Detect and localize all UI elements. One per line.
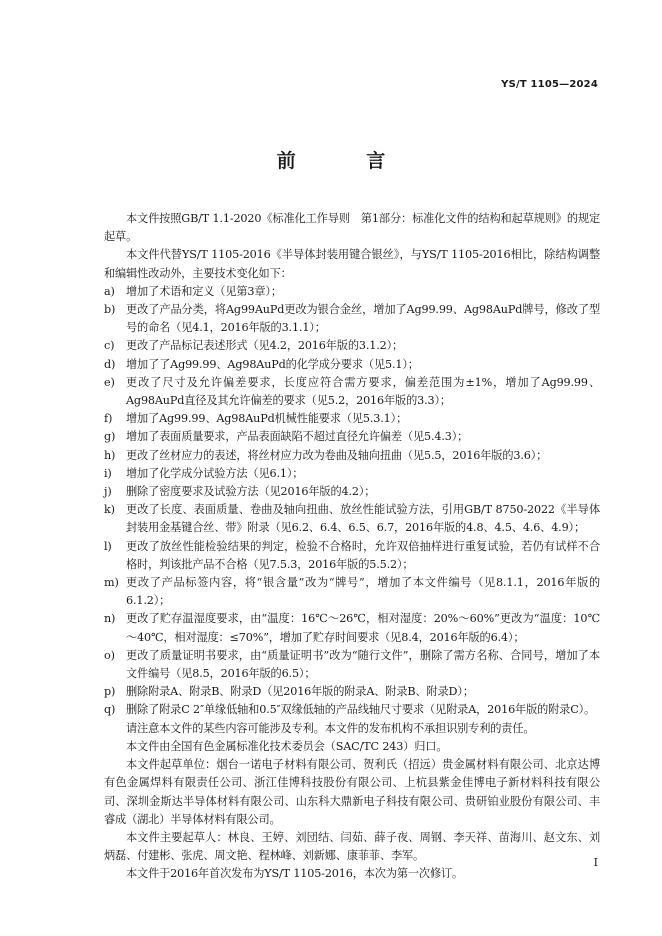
list-item-label: q) (104, 703, 116, 717)
paragraph-patent-notice: 请注意本文件的某些内容可能涉及专利。本文件的发布机构不承担识别专利的责任。 (126, 721, 535, 735)
list-item-label: c) (104, 339, 115, 353)
list-item-label: e) (104, 375, 115, 389)
list-item-label: f) (104, 412, 113, 426)
paragraph-drafting-rules: 本文件按照GB/T 1.1-2020《标准化工作导则 第1部分：标准化文件的结构和起草规则》的规定起草。 (104, 212, 600, 244)
list-item-text: 增加了化学成分试验方法（见6.1）； (126, 466, 304, 480)
list-item-text: 增加了表面质量要求，产品表面缺陷不超过直径允许偏差（见5.4.3）； (126, 430, 469, 444)
list-item-text: 更改了长度、表面质量、卷曲及轴向扭曲、放丝性能试验方法，引用GB/T 8750-2022《半导体封装用金基键合丝、带》附录（见6.2、6.4、6.5、6.7，2016年版的4.8、4.5、4.6、4.9）； (126, 503, 600, 535)
list-item (104, 501, 600, 537)
list-item (104, 483, 600, 501)
list-item-label: a) (104, 284, 115, 298)
list-item (104, 610, 600, 646)
list-item (104, 301, 600, 337)
paragraph-replacement: 本文件代替YS/T 1105-2016《半导体封装用键合银丝》，与YS/T 1105-2016相比，除结构调整和编辑性改动外，主要技术变化如下： (104, 248, 600, 280)
list-item (104, 374, 600, 410)
list-item-text: 更改了贮存温湿度要求，由“温度：16℃～26℃，相对湿度：20%～60%”更改为“温度：10℃～40℃，相对湿度：≤70%”，增加了贮存时间要求（见8.4，2016年版的6.4）； (126, 612, 600, 644)
list-item-text: 更改了放丝性能检验结果的判定，检验不合格时，允许双倍抽样进行重复试验，若仍有试样不合格时，判该批产品不合格（见7.5.3，2016年版的5.5.2）； (126, 539, 600, 571)
list-item (104, 447, 600, 465)
list-item-label: k) (104, 503, 115, 517)
paragraph-committee: 本文件由全国有色金属标准化技术委员会（SAC/TC 243）归口。 (126, 739, 448, 753)
list-item-label: o) (104, 648, 115, 662)
paragraph-history: 本文件于2016年首次发布为YS/T 1105-2016，本次为第一次修订。 (126, 867, 464, 881)
paragraph-drafting-units: 本文件起草单位：烟台一诺电子材料有限公司、贺利氏（招远）贵金属材料有限公司、北京达博有色金属焊料有限责任公司、浙江佳博科技股份有限公司、上杭县紫金佳博电子新材料科技有限公司、深圳金斯达半导体材料有限公司、山东科大鼎新电子科技有限公司、贵研铂业股份有限公司、丰睿成（湖北）半导体材料有限公司。 (104, 758, 600, 826)
list-item-label: b) (104, 303, 116, 317)
list-item-text: 增加了术语和定义（见第3章）； (126, 284, 282, 298)
list-item-text: 更改了产品标记表述形式（见4.2，2016年版的3.1.2）； (126, 339, 404, 353)
list-item-text: 更改了丝材应力的表述，将丝材应力改为卷曲及轴向扭曲（见5.5，2016年版的3.6）； (126, 448, 548, 462)
list-item-label: h) (104, 448, 116, 462)
list-item-text: 删除附录A、附录B、附录D（见2016年版的附录A、附录B、附录D）； (126, 685, 474, 699)
list-item-text: 更改了尺寸及允许偏差要求，长度应符合需方要求，偏差范围为±1%，增加了Ag99.99、Ag98AuPd直径及其允许偏差的要求（见5.2，2016年版的3.3）； (126, 375, 600, 408)
list-item-label: g) (104, 430, 116, 444)
list-item (104, 683, 600, 701)
list-item-text: 删除了附录C 2″单缘低轴和0.5″双缘低轴的产品线轴尺寸要求（见附录A，2016年版的附录C）。 (126, 703, 596, 717)
list-item-text: 更改了产品标签内容，将“银含量”改为“牌号”，增加了本文件编号（见8.1.1，2016年版的6.1.2）； (126, 576, 600, 608)
list-item (104, 465, 600, 483)
list-item-label: j) (104, 485, 112, 499)
list-item (104, 428, 600, 446)
paragraph-drafters: 本文件主要起草人：林良、王婷、刘団结、闫茹、薛子夜、周钢、李天祥、苗海川、赵文东、刘炳磊、付建彬、张虎、周文艳、程林峰、刘新娜、康菲菲、李军。 (104, 830, 600, 863)
list-item-label: d) (104, 357, 116, 371)
list-item (104, 538, 600, 574)
list-item (104, 410, 600, 428)
list-item-text: 更改了产品分类，将Ag99AuPd更改为银合金丝，增加了Ag99.99、Ag98AuPd牌号，修改了型号的命名（见4.1，2016年版的3.1.1）； (126, 303, 600, 335)
list-item-label: l) (104, 539, 112, 553)
list-item (104, 574, 600, 610)
list-item-text: 增加了Ag99.99、Ag98AuPd机械性能要求（见5.3.1）； (126, 412, 408, 426)
page-title: 前 言 (276, 150, 418, 172)
list-item-label: n) (104, 612, 116, 626)
list-item (104, 701, 600, 719)
list-item-label: p) (104, 685, 116, 699)
standard-code: YS/T 1105—2024 (501, 79, 598, 90)
list-item (104, 647, 600, 683)
list-item (104, 356, 600, 374)
page-number: I (593, 856, 598, 869)
list-item (104, 337, 600, 355)
list-item-text: 增加了了Ag99.99、Ag98AuPd的化学成分要求（见5.1）； (126, 357, 419, 371)
list-item-label: m) (104, 576, 119, 590)
change-list (104, 283, 600, 720)
document-body (104, 210, 600, 884)
list-item-text: 更改了质量证明书要求，由“质量证明书”改为“随行文件”，删除了需方名称、合同号，增加了本文件编号（见8.5，2016年版的6.5）； (126, 648, 600, 681)
list-item-label: i) (104, 466, 112, 480)
list-item (104, 283, 600, 301)
list-item-text: 删除了密度要求及试验方法（见2016年版的4.2）； (126, 485, 376, 499)
